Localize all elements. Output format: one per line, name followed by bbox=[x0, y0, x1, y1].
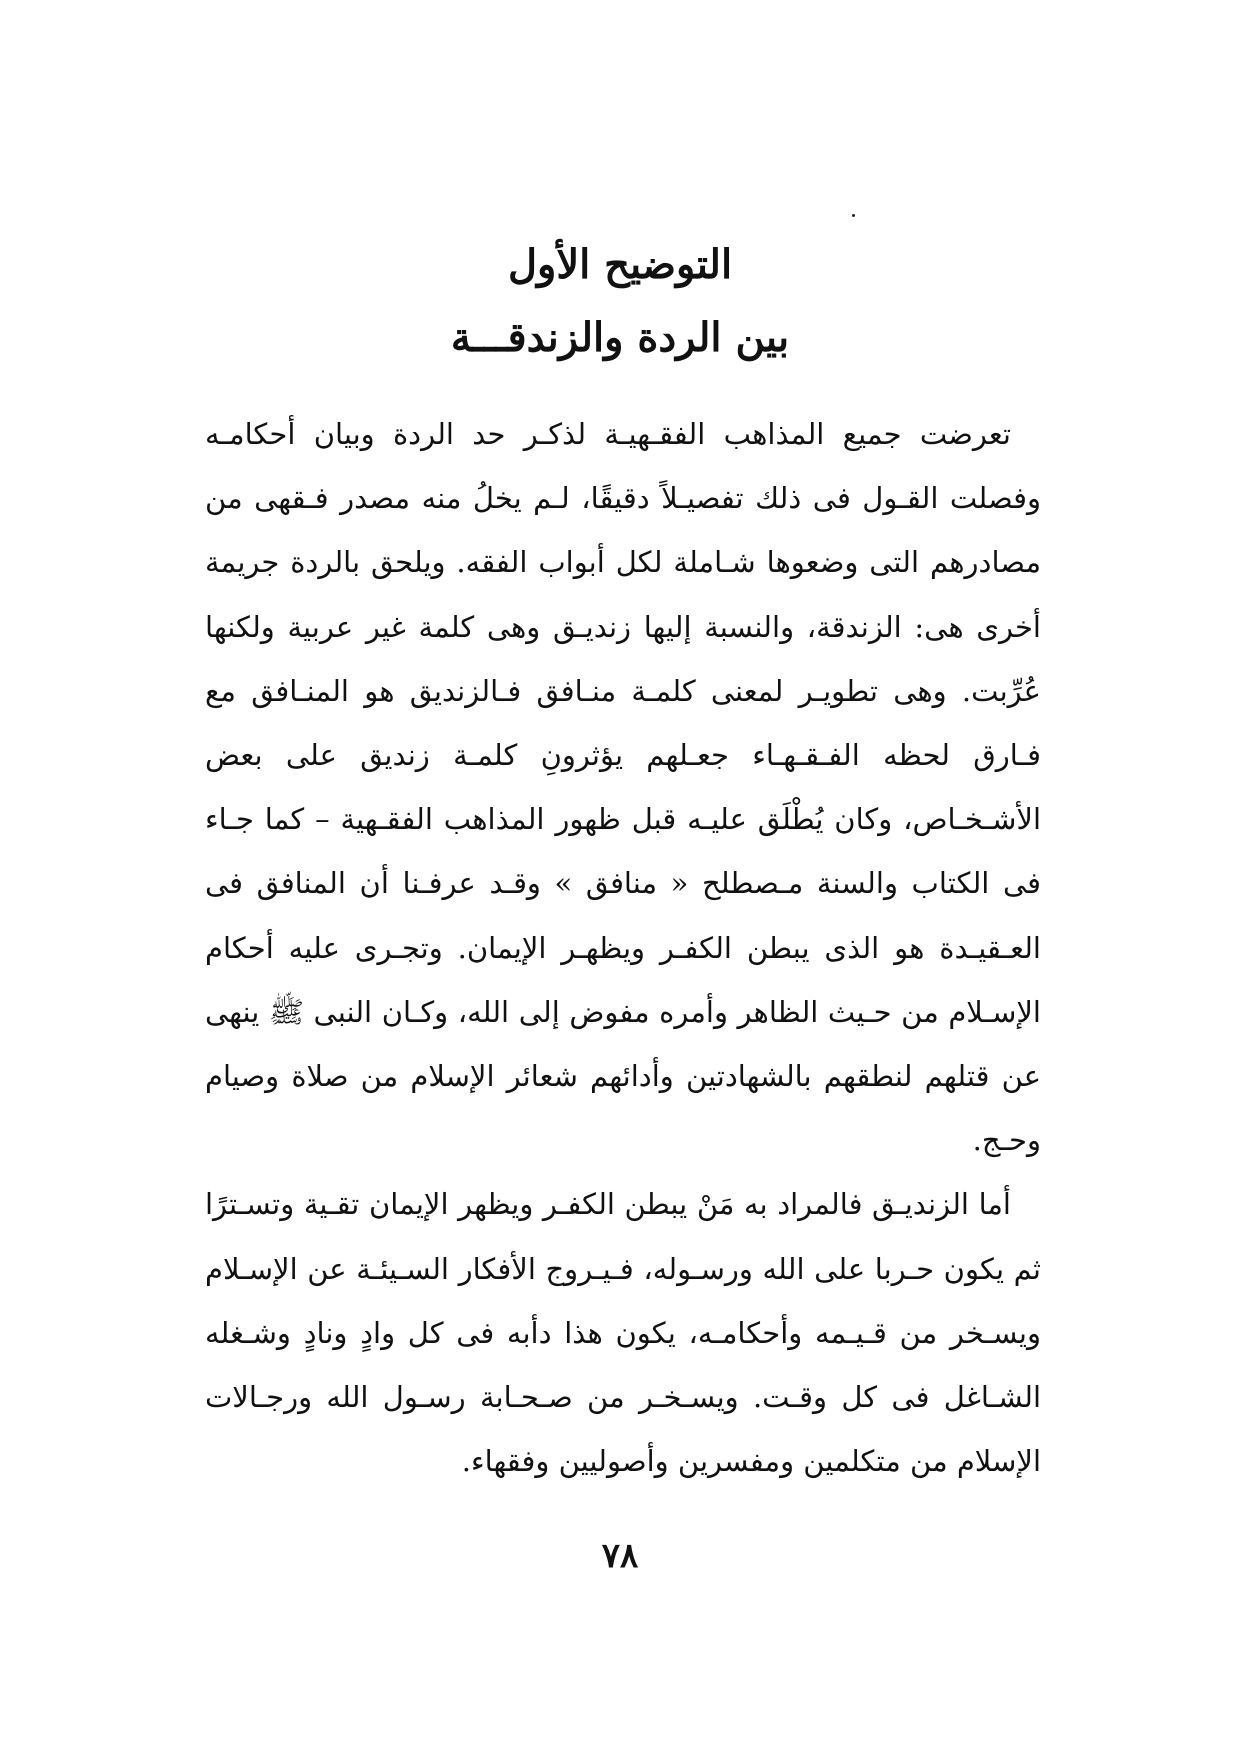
chapter-subtitle: بين الردة والزندقـــة bbox=[450, 314, 790, 361]
body-text bbox=[205, 402, 1041, 1493]
paragraph-1: تعرضت جميع المذاهب الفقـهيـة لذكـر حد الردة وبيان أحكامـه وفصلت القـول فى ذلك تفصيـلاً دقيقًا، لـم يخلُ منه مصدر فـقهى من مصادرهم التى وضعوها شـاملة لكل أبواب الفقه. ويلحق بالردة جريمة أخرى هى: الزندقة، والنسبة إليها زنديـق وهى كلمة غير عربية ولكنها عُرِّبت. وهى تطويـر لمعنى كلمـة منـافق فـالزنديق هو المنـافق مع فـارق لحظه الفـقـهـاء جعـلهم يؤثرونِ كلمـة زنديق على بعض الأشـخـاص، وكان يُطْلَق عليـه قبل ظهور المذاهب الفقـهية – كما جـاء فى الكتاب والسنة مـصطلح « منافق » وقـد عرفـنا أن المنافق فى العـقيـدة هو الذى يبطن الكفـر ويظهـر الإيمان. وتجـرى عليه أحكام الإسـلام من حـيث الظاهر وأمره مفوض إلى الله، وكـان النبى ﷺ ينهى عن قتلهم لنطقهم بالشهادتين وأدائهم شعائر الإسلام من صلاة وصيام وحـج. bbox=[205, 417, 1041, 1158]
chapter-title: التوضيح الأول bbox=[507, 241, 733, 288]
paragraph-2: أما الزنديـق فالمراد به مَنْ يبطن الكفـر ويظهر الإيمان تقـية وتسـترًا ثم يكون حـربا على الله ورسـوله، فـيـروج الأفكار السـيئـة عن الإسـلام ويسـخر من قـيـمه وأحكامـه، يكون هذا دأبه فى كل وادٍ ونادٍ وشـغله الشـاغل فى كل وقـت. ويسـخـر من صـحـابة رسـول الله ورجـالات الإسلام من متكلمين ومفسرين وأصوليين وفقهاء. bbox=[205, 1187, 1041, 1479]
page-number: ٧٨ bbox=[601, 1536, 639, 1576]
scan-speck bbox=[852, 214, 855, 217]
